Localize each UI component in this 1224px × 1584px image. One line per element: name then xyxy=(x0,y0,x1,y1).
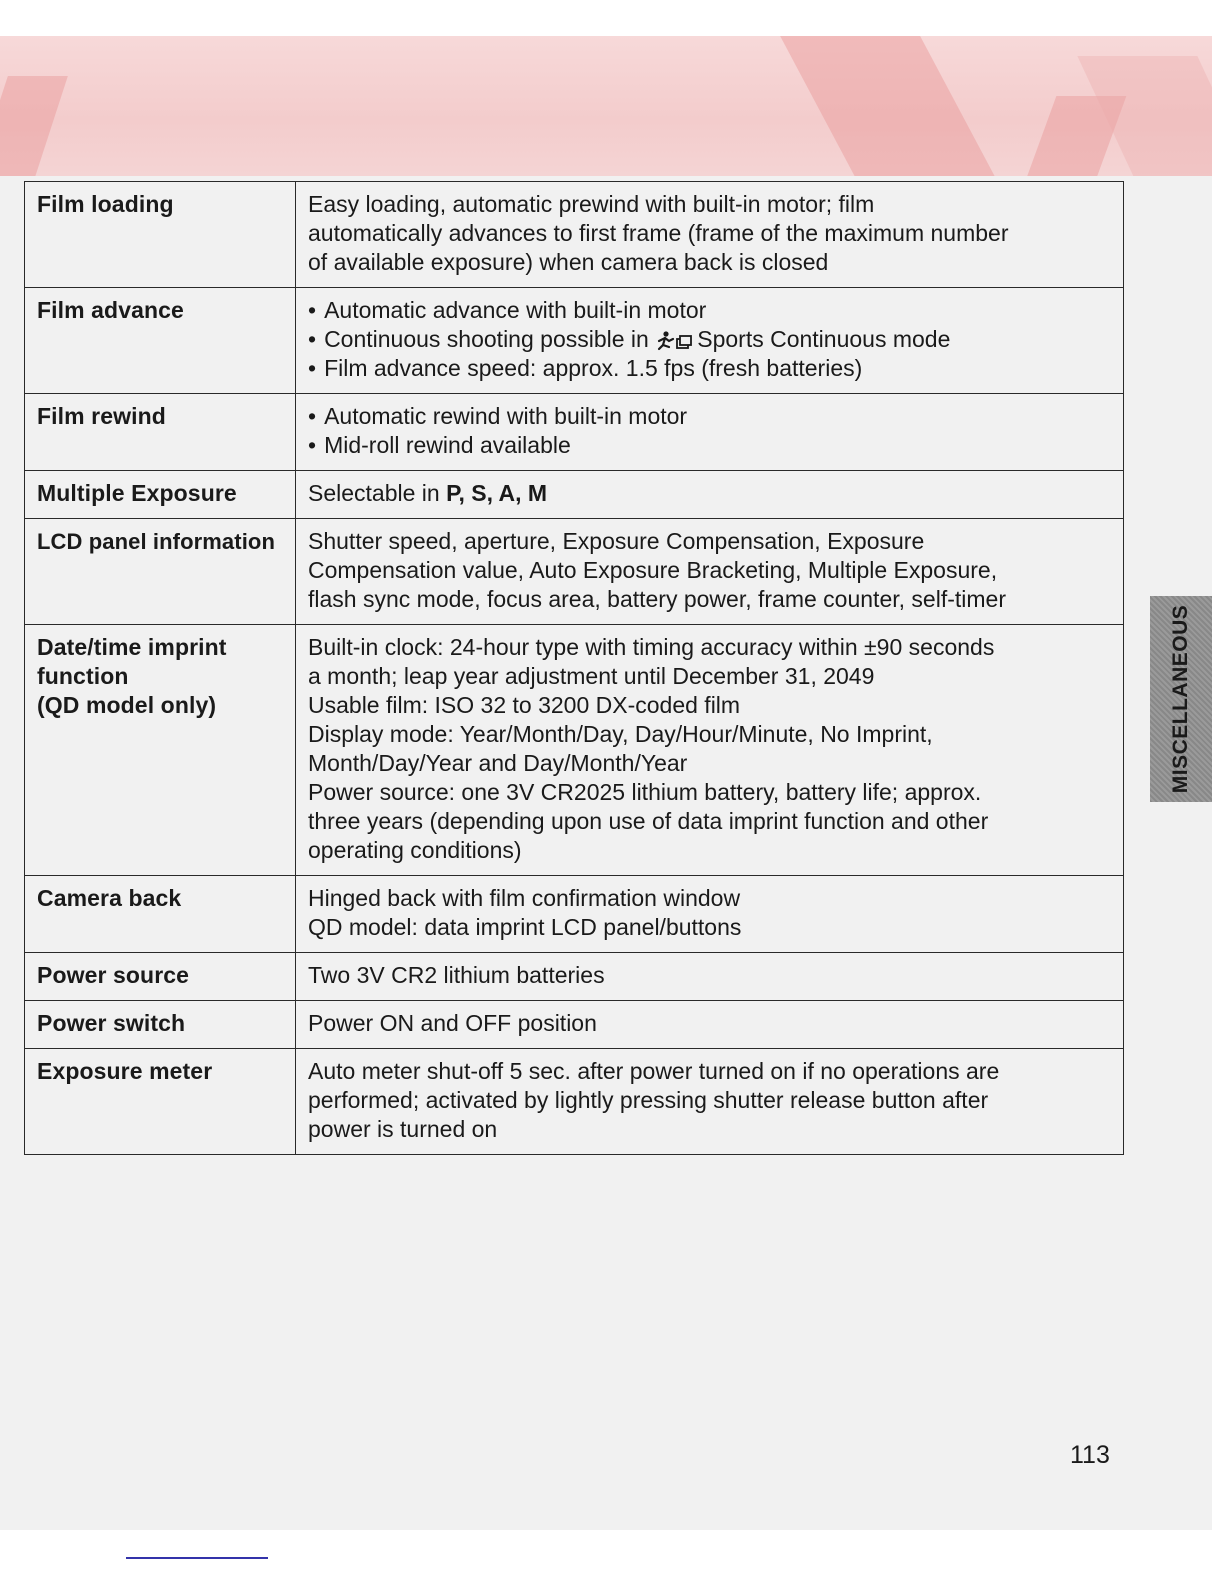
table-row xyxy=(25,625,1124,876)
row-label: (QD model only) xyxy=(37,692,217,718)
header-stripe xyxy=(780,36,1000,176)
value-line: flash sync mode, focus area, battery power, frame counter, self-timer xyxy=(308,586,1006,612)
specifications-table xyxy=(24,181,1124,1155)
value-line: Shutter speed, aperture, Exposure Compensation, Exposure xyxy=(308,528,925,554)
row-label: Camera back xyxy=(37,885,182,911)
value-text: Continuous shooting possible in xyxy=(324,326,649,352)
header-stripe xyxy=(0,76,68,176)
row-value-cell xyxy=(296,182,1124,288)
row-label-cell xyxy=(25,182,296,288)
row-value-cell xyxy=(296,519,1124,625)
row-value-cell xyxy=(296,288,1124,394)
value-line: power is turned on xyxy=(308,1116,498,1142)
value-bullet: • Automatic rewind with built-in motor xyxy=(308,402,1111,431)
value-line: Two 3V CR2 lithium batteries xyxy=(308,962,605,988)
value-bullet: • Mid-roll rewind available xyxy=(308,431,1111,460)
row-label: Film loading xyxy=(37,191,174,217)
row-label-cell xyxy=(25,519,296,625)
table-row xyxy=(25,394,1124,471)
row-label: Exposure meter xyxy=(37,1058,213,1084)
section-side-tab xyxy=(1150,596,1212,802)
row-value-cell xyxy=(296,1049,1124,1155)
row-label-cell xyxy=(25,1001,296,1049)
row-label: LCD panel information xyxy=(37,529,275,554)
table-row xyxy=(25,1001,1124,1049)
row-label: Power source xyxy=(37,962,190,988)
value-bullet-continuous xyxy=(308,325,1111,354)
header-decorative-band xyxy=(0,36,1212,176)
table-row xyxy=(25,519,1124,625)
value-line: Power source: one 3V CR2025 lithium battery, battery life; approx. xyxy=(308,779,982,805)
value-line: Hinged back with film confirmation window xyxy=(308,885,741,911)
value-line: operating conditions) xyxy=(308,837,522,863)
row-label: Film rewind xyxy=(37,403,166,429)
row-label-cell xyxy=(25,625,296,876)
row-label-cell xyxy=(25,394,296,471)
value-line: Auto meter shut-off 5 sec. after power turned on if no operations are xyxy=(308,1058,1000,1084)
exposure-modes: P, S, A, M xyxy=(446,480,548,506)
value-line: Power ON and OFF position xyxy=(308,1010,597,1036)
value-line: Easy loading, automatic prewind with built-in motor; film xyxy=(308,191,875,217)
value-line: three years (depending upon use of data imprint function and other xyxy=(308,808,989,834)
row-value-cell xyxy=(296,953,1124,1001)
row-value-cell xyxy=(296,471,1124,519)
row-value-cell xyxy=(296,625,1124,876)
table-row xyxy=(25,471,1124,519)
value-line: Month/Day/Year and Day/Month/Year xyxy=(308,750,688,776)
value-text: Selectable in xyxy=(308,480,440,506)
row-label-cell xyxy=(25,1049,296,1155)
row-label: Multiple Exposure xyxy=(37,480,237,506)
value-line: Compensation value, Auto Exposure Bracketing, Multiple Exposure, xyxy=(308,557,998,583)
value-bullet: • Automatic advance with built-in motor xyxy=(308,296,1111,325)
value-line: Built-in clock: 24-hour type with timing accuracy within ±90 seconds xyxy=(308,634,995,660)
table-row xyxy=(25,182,1124,288)
row-value-cell xyxy=(296,1001,1124,1049)
table-row xyxy=(25,953,1124,1001)
bottom-rule xyxy=(126,1557,268,1559)
row-label: Power switch xyxy=(37,1010,186,1036)
row-label-cell xyxy=(25,953,296,1001)
value-line: a month; leap year adjustment until December 31, 2049 xyxy=(308,663,875,689)
row-label-cell xyxy=(25,471,296,519)
value-line: Display mode: Year/Month/Day, Day/Hour/Minute, No Imprint, xyxy=(308,721,933,747)
row-label-cell xyxy=(25,288,296,394)
row-label-cell xyxy=(25,876,296,953)
value-line xyxy=(308,479,1111,508)
value-line: Usable film: ISO 32 to 3200 DX-coded film xyxy=(308,692,741,718)
value-bullet: • Film advance speed: approx. 1.5 fps (fresh batteries) xyxy=(308,354,1111,383)
row-label: Date/time imprint xyxy=(37,634,227,660)
row-value-cell xyxy=(296,394,1124,471)
value-line: QD model: data imprint LCD panel/buttons xyxy=(308,914,742,940)
table-row xyxy=(25,876,1124,953)
row-label: Film advance xyxy=(37,297,184,323)
value-line: performed; activated by lightly pressing shutter release button after xyxy=(308,1087,989,1113)
sports-continuous-icon xyxy=(657,330,693,352)
row-value-cell xyxy=(296,876,1124,953)
side-tab-label: MISCELLANEOUS xyxy=(1169,604,1192,794)
table-row xyxy=(25,1049,1124,1155)
value-line: automatically advances to first frame (frame of the maximum number xyxy=(308,220,1009,246)
value-text: Sports Continuous mode xyxy=(697,326,951,352)
page-number: 113 xyxy=(1070,1441,1110,1469)
value-line: of available exposure) when camera back is closed xyxy=(308,249,829,275)
table-row xyxy=(25,288,1124,394)
row-label: function xyxy=(37,663,129,689)
